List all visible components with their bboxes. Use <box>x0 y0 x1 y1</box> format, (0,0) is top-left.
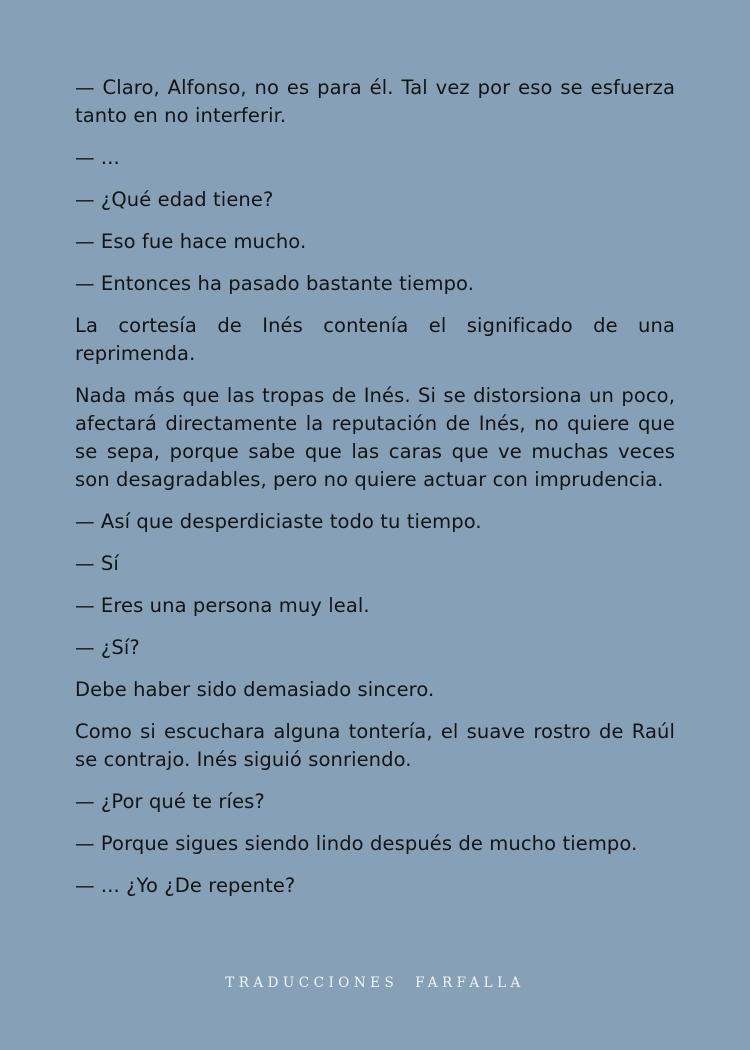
page-body <box>75 74 675 914</box>
paragraph: — ... ¿Yo ¿De repente? <box>75 874 296 897</box>
paragraph: — ¿Por qué te ríes? <box>75 790 265 813</box>
paragraph: — Así que desperdiciaste todo tu tiempo. <box>75 510 482 533</box>
paragraph: — Porque sigues siendo lindo después de mucho tiempo. <box>75 832 638 855</box>
paragraph: — ... <box>75 146 120 169</box>
paragraph: — ¿Sí? <box>75 636 140 659</box>
paragraph: — Entonces ha pasado bastante tiempo. <box>75 272 475 295</box>
paragraph: Nada más que las tropas de Inés. Si se distorsiona un poco, afectará directamente la reputación de Inés, no quiere que se sepa, porque sabe que las caras que ve muchas veces son desagradables, pero no quiere actuar con imprudencia. <box>75 384 675 491</box>
paragraph: Debe haber sido demasiado sincero. <box>75 678 435 701</box>
paragraph: — Claro, Alfonso, no es para él. Tal vez por eso se esfuerza tanto en no interferir. <box>75 76 675 127</box>
footer-credit: TRADUCCIONES FARFALLA <box>225 975 525 991</box>
paragraph: La cortesía de Inés contenía el significado de una reprimenda. <box>75 314 675 365</box>
paragraph: — Sí <box>75 552 119 575</box>
paragraph: — ¿Qué edad tiene? <box>75 188 274 211</box>
paragraph: Como si escuchara alguna tontería, el suave rostro de Raúl se contrajo. Inés siguió sonriendo. <box>75 720 675 771</box>
paragraph: — Eso fue hace mucho. <box>75 230 307 253</box>
paragraph: — Eres una persona muy leal. <box>75 594 370 617</box>
